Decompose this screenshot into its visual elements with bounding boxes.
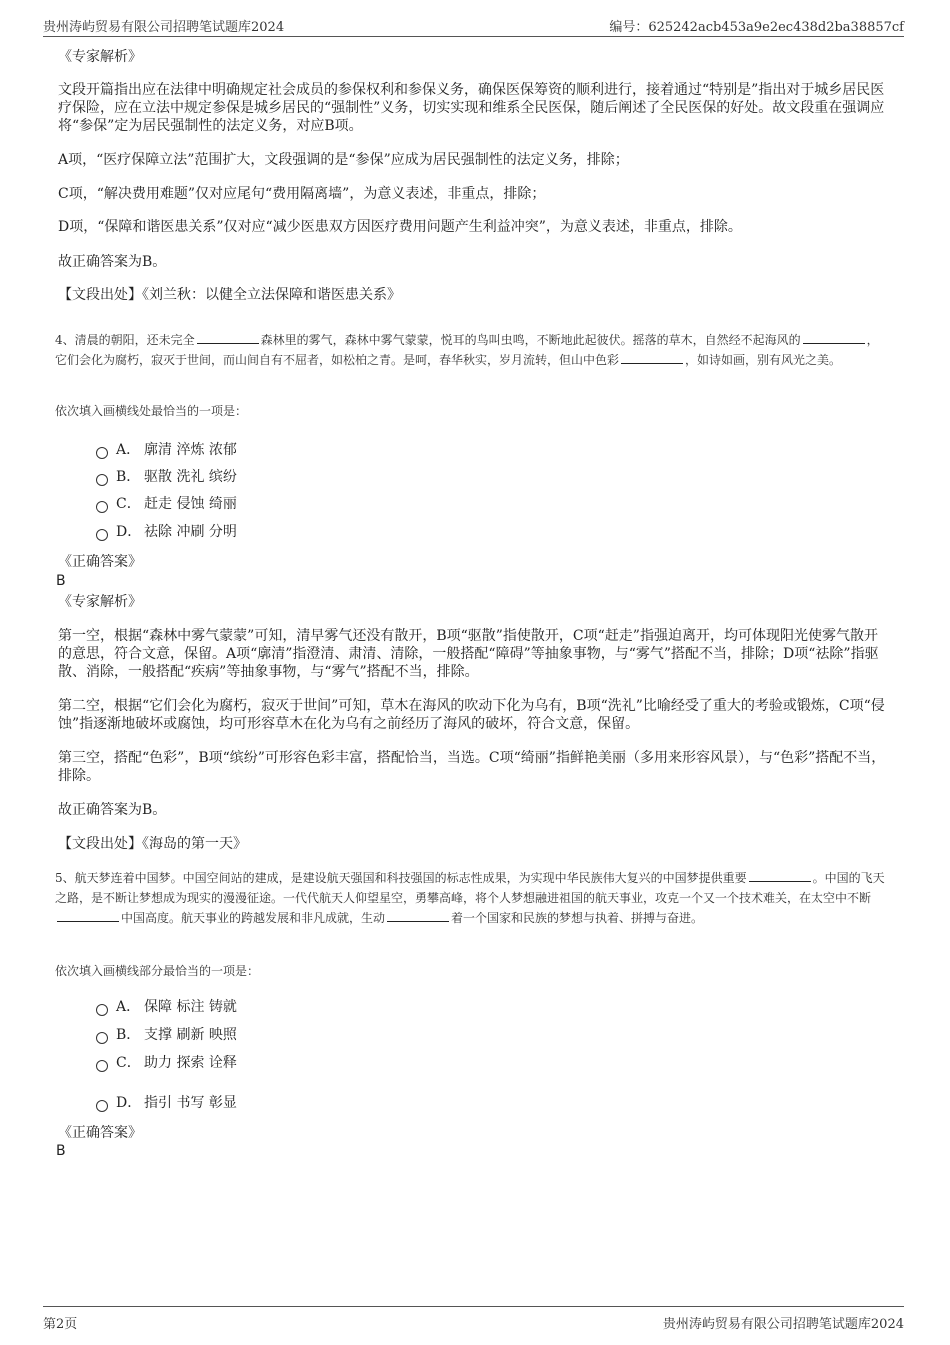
q4-source: 【文段出处】《海岛的第一天》 xyxy=(58,836,247,852)
radio-icon[interactable] xyxy=(96,1004,108,1016)
q4-prompt: 依次填入画横线处最恰当的一项是： xyxy=(55,404,248,418)
q4-answer-title: 《正确答案》 xyxy=(58,554,142,570)
radio-icon[interactable] xyxy=(96,447,108,459)
blank-line xyxy=(749,869,811,882)
q3-analysis-paragraph: 文段开篇指出应在法律中明确规定社会成员的参保权利和参保义务，确保医保筹资的顺利进行，接着通过“特别是”指出对于城乡居民医疗保险，应在立法中规定参保是城乡居民的“强制性”义务，切实实现和维系全民医保，随后阐述了全民医保的好处。故文段重在强调应将“参保”定为居民强制性的法定义务，对应B项。 xyxy=(58,82,885,134)
radio-icon[interactable] xyxy=(96,529,108,541)
q3-analysis-option-d: D项，“保障和谐医患关系”仅对应“减少医患双方因医疗费用问题产生利益冲突”，为意义表述，非重点，排除。 xyxy=(58,219,742,235)
header-serial-number: 编号：625242acb453a9e2ec438d2ba38857cf xyxy=(609,20,904,35)
q4-analysis-blank-3: 第三空，搭配“色彩”，B项“缤纷”可形容色彩丰富，搭配恰当，当选。C项“绮丽”指鲜艳美丽（多用来形容风景），与“色彩”搭配不当，排除。 xyxy=(58,750,886,784)
blank-line xyxy=(387,909,449,922)
q5-option-c[interactable]: C． 助力 探索 诠释 xyxy=(96,1053,237,1073)
q3-analysis-option-a: A项，“医疗保障立法”范围扩大，文段强调的是“参保”应成为居民强制性的法定义务，排除； xyxy=(58,152,629,168)
page-header xyxy=(43,16,904,36)
q3-source: 【文段出处】《刘兰秋：以健全立法保障和谐医患关系》 xyxy=(58,287,401,303)
radio-icon[interactable] xyxy=(96,474,108,486)
page-number: 第2页 xyxy=(43,1317,78,1332)
q5-answer: B xyxy=(56,1143,66,1159)
q3-analysis-title: 《专家解析》 xyxy=(58,49,142,65)
radio-icon[interactable] xyxy=(96,501,108,513)
footer-divider xyxy=(43,1306,904,1307)
q4-answer: B xyxy=(56,573,66,589)
q4-analysis-blank-1: 第一空，根据“森林中雾气蒙蒙”可知，清早雾气还没有散开，B项“驱散”指使散开，C项“赶走”指强迫离开，均可体现阳光使雾气散开的意思，符合文意，保留。A项“廓清”指澄清、肃清、清除，一般搭配“障碍”等抽象事物，与“雾气”搭配不当，排除；D项“祛除”指驱散、消除，一般搭配“疾病”等抽象事物，与“雾气”搭配不当，排除。 xyxy=(58,628,879,680)
radio-icon[interactable] xyxy=(96,1060,108,1072)
q4-option-c[interactable]: C． 赶走 侵蚀 绮丽 xyxy=(96,494,237,514)
q4-conclusion: 故正确答案为B。 xyxy=(58,802,167,818)
radio-icon[interactable] xyxy=(96,1100,108,1112)
footer-title: 贵州涛屿贸易有限公司招聘笔试题库2024 xyxy=(662,1317,904,1332)
blank-line xyxy=(621,351,683,364)
q5-option-d[interactable]: D． 指引 书写 彰显 xyxy=(96,1093,237,1113)
q3-analysis-option-c: C项，“解决费用难题”仅对应尾句“费用隔离墙”，为意义表述，非重点，排除； xyxy=(58,186,546,202)
blank-line xyxy=(57,909,119,922)
q5-stem: 5、航天梦连着中国梦。中国空间站的建成，是建设航天强国和科技强国的标志性成果，为实现中华民族伟大复兴的中国梦提供重要 。中国的飞天之路，是不断让梦想成为现实的漫漫征途。一代代航天人仰望星空，勇攀高峰，将个人梦想融进祖国的航天事业，攻克一个又一个技术难关，在太空中不断中国高度。航天事业的跨越发展和非凡成就，生动 着一个国家和民族的梦想与执着、拼搏与奋进。 xyxy=(55,871,885,925)
q4-option-a[interactable]: A． 廓清 淬炼 浓郁 xyxy=(96,440,237,460)
q4-analysis-blank-2: 第二空，根据“它们会化为腐朽，寂灭于世间”可知，草木在海风的吹动下化为乌有，B项“洗礼”比喻经受了重大的考验或锻炼，C项“侵蚀”指逐渐地破坏或腐蚀，均可形容草木在化为乌有之前经历了海风的破坏，符合文意，保留。 xyxy=(58,698,885,732)
q5-option-b[interactable]: B． 支撑 刷新 映照 xyxy=(96,1025,237,1045)
blank-line xyxy=(197,331,259,344)
q4-option-d[interactable]: D． 祛除 冲刷 分明 xyxy=(96,522,237,542)
q5-option-a[interactable]: A． 保障 标注 铸就 xyxy=(96,997,237,1017)
q5-answer-title: 《正确答案》 xyxy=(58,1125,142,1141)
header-title: 贵州涛屿贸易有限公司招聘笔试题库2024 xyxy=(43,20,285,35)
q3-conclusion: 故正确答案为B。 xyxy=(58,254,167,270)
q4-analysis-title: 《专家解析》 xyxy=(58,594,142,610)
blank-line xyxy=(803,331,865,344)
q4-option-b[interactable]: B． 驱散 洗礼 缤纷 xyxy=(96,467,237,487)
radio-icon[interactable] xyxy=(96,1032,108,1044)
q5-prompt: 依次填入画横线部分最恰当的一项是： xyxy=(55,964,260,978)
q4-stem: 4、清晨的朝阳，还未完全 森林里的雾气，森林中雾气蒙蒙，悦耳的鸟叫虫鸣，不断地此起彼伏。摇落的草木，自然经不起海风的 ，它们会化为腐朽，寂灭于世间，而山间自有不屈者，如松柏之青。是呵，春华秋实，岁月流转，但山中色彩 ，如诗如画，别有风光之美。 xyxy=(55,333,879,367)
header-divider xyxy=(43,36,904,37)
